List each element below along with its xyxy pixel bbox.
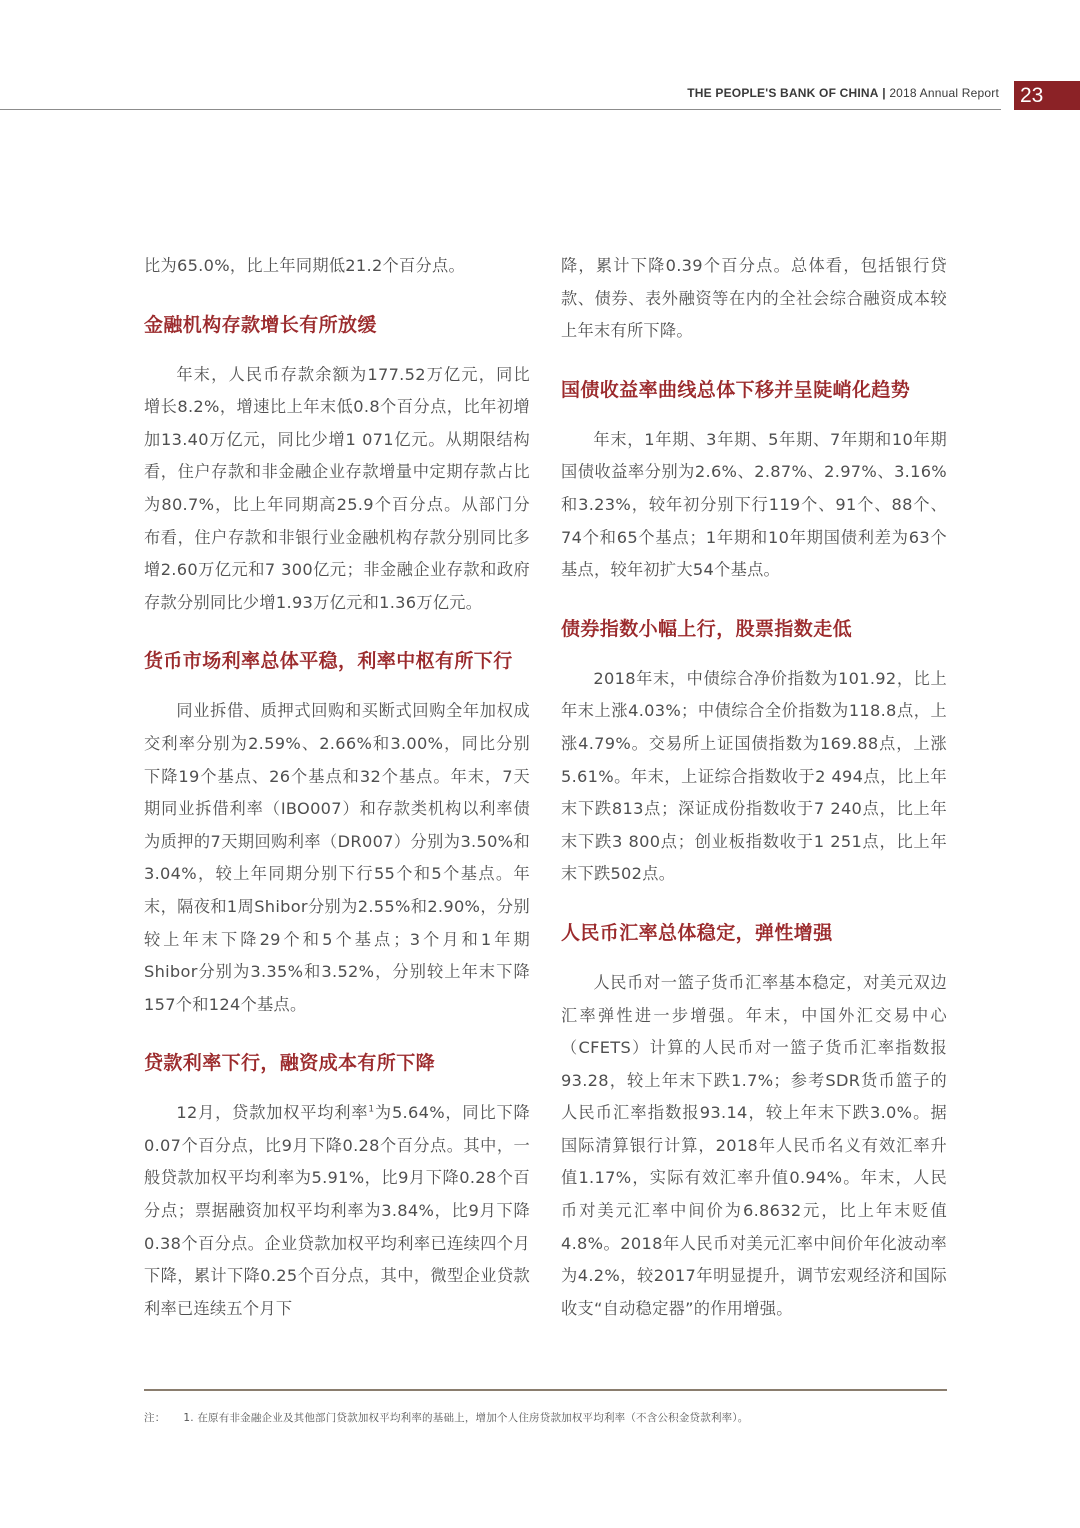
section-heading-treasury-yield: 国债收益率曲线总体下移并呈陡峭化趋势 bbox=[561, 378, 911, 401]
left-column bbox=[144, 250, 530, 1325]
loan-rates-text-b: 为5.64%，同比下降0.07个百分点，比9月下降0.28个百分点。其中，一般贷款加权平均利率为5.91%，比9月下降0.28个百分点；票据融资加权平均利率为3.84%，比9月下降0.38个百分点。企业贷款加权平均利率已连续四个月下降，累计下降0.25个百分点，其中，微型企业贷款利率已连续五个月下 bbox=[144, 1103, 530, 1318]
paragraph-deposits: 年末，人民币存款余额为177.52万亿元，同比增长8.2%，增速比上年末低0.8个百分点，比年初增加13.40万亿元，同比少增1 071亿元。从期限结构看，住户存款和非金融企业存款增量中定期存款占比为80.7%，比上年同期高25.9个百分点。从部门分布看，住户存款和非银行业金融机构存款分别同比多增2.60万亿元和7 300亿元；非金融企业存款和政府存款分别同比少增1.93万亿元和1.36万亿元。 bbox=[144, 364, 530, 612]
header-rule bbox=[0, 109, 1001, 110]
right-column bbox=[561, 250, 947, 1325]
footnote-label: 注： bbox=[144, 1412, 166, 1424]
section-heading-money-market: 货币市场利率总体平稳，利率中枢有所下行 bbox=[144, 650, 513, 673]
paragraph-loan-rates bbox=[144, 1097, 530, 1325]
header-org: THE PEOPLE'S BANK OF CHINA bbox=[687, 86, 879, 100]
left-paragraph-continued: 比为65.0%，比上年同期低21.2个百分点。 bbox=[144, 256, 465, 275]
paragraph-treasury-yield: 年末，1年期、3年期、5年期、7年期和10年期国债收益率分别为2.6%、2.87%、2.97%、3.16%和3.23%，较年初分别下行119个、91个、88个、74个和65个基点；1年期和10年期国债利差为63个基点，较年初扩大54个基点。 bbox=[561, 429, 947, 580]
paragraph-money-market: 同业拆借、质押式回购和买断式回购全年加权成交利率分别为2.59%、2.66%和3.00%，同比分别下降19个基点、26个基点和32个基点。年末，7天期同业拆借利率（IBO007）和存款类机构以利率债为质押的7天期回购利率（DR007）分别为3.50%和3.04%，较上年同期分别下行55个和5个基点。年末，隔夜和1周Shibor分别为2.55%和2.90%，分别较上年末下降29个和5个基点；3个月和1年期Shibor分别为3.35%和3.52%，分别较上年末下降157个和124个基点。 bbox=[144, 701, 530, 1014]
footnote bbox=[144, 1410, 767, 1425]
section-heading-loan-rates: 贷款利率下行，融资成本有所下降 bbox=[144, 1052, 436, 1075]
section-heading-deposits: 金融机构存款增长有所放缓 bbox=[144, 313, 377, 336]
paragraph-indices: 2018年末，中债综合净价指数为101.92，比上年末上涨4.03%；中债综合全价指数为118.8点，上涨4.79%。交易所上证国债指数为169.88点，上涨5.61%。年末，上证综合指数收于2 494点，比上年末下跌813点；深证成份指数收于7 240点，比上年末下跌3 800点；创业板指数收于1 251点，比上年末下跌502点。 bbox=[561, 668, 947, 884]
section-heading-indices: 债券指数小幅上行，股票指数走低 bbox=[561, 617, 853, 640]
running-header bbox=[687, 86, 999, 100]
loan-rates-text-a: 12月，贷款加权平均利率 bbox=[176, 1103, 369, 1123]
footnote-text: 1. 在原有非金融企业及其他部门贷款加权平均利率的基础上，增加个人住房贷款加权平均利率（不含公积金贷款利率）。 bbox=[183, 1412, 749, 1424]
section-heading-exchange-rate: 人民币汇率总体稳定，弹性增强 bbox=[561, 921, 833, 944]
header-separator: | bbox=[882, 86, 886, 100]
right-paragraph-continued: 降，累计下降0.39个百分点。总体看，包括银行贷款、债券、表外融资等在内的全社会综合融资成本较上年末有所下降。 bbox=[561, 256, 947, 341]
paragraph-exchange-rate: 人民币对一篮子货币汇率基本稳定，对美元双边汇率弹性进一步增强。年末，中国外汇交易中心（CFETS）计算的人民币对一篮子货币汇率指数报93.28，较上年末下跌1.7%；参考SDR货币篮子的人民币汇率指数报93.14，较上年末下跌3.0%。据国际清算银行计算，2018年人民币名义有效汇率升值1.17%，实际有效汇率升值0.94%。年末，人民币对美元汇率中间价为6.8632元，比上年末贬值4.8%。2018年人民币对美元汇率中间价年化波动率为4.2%，较2017年明显提升，调节宏观经济和国际收支“自动稳定器”的作用增强。 bbox=[561, 972, 947, 1318]
footnote-marker: 1 bbox=[368, 1104, 375, 1115]
header-report: 2018 Annual Report bbox=[889, 86, 999, 100]
footnote-rule bbox=[144, 1389, 947, 1391]
page-number: 23 bbox=[1014, 81, 1080, 110]
